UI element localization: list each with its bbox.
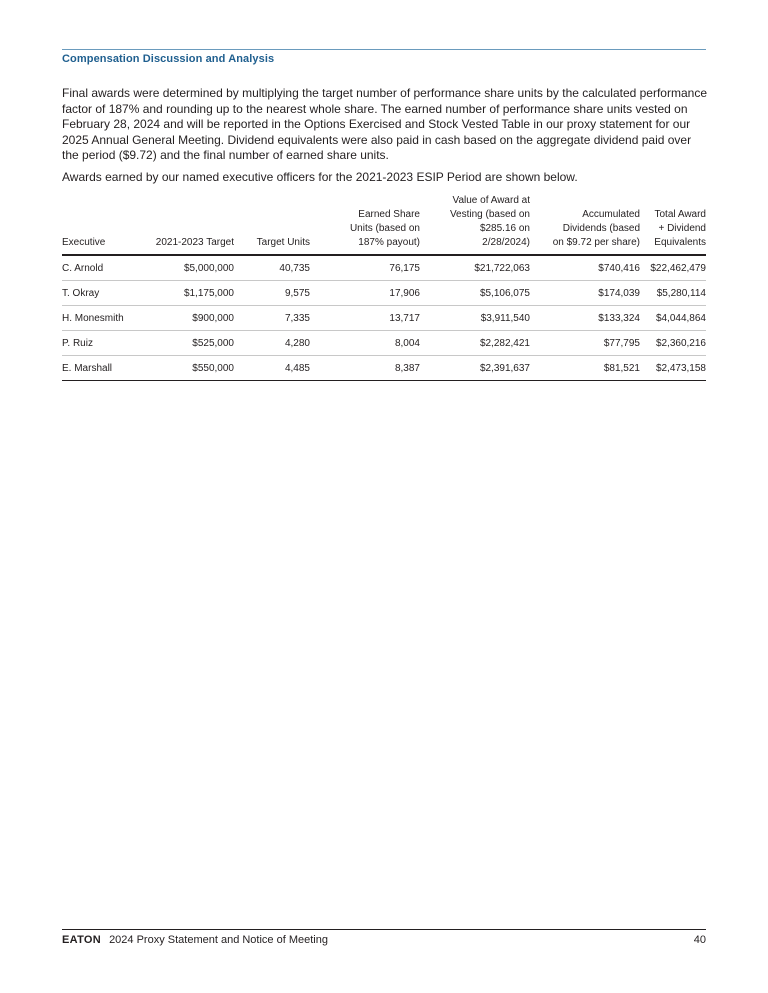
total-award: $2,473,158 bbox=[640, 356, 706, 381]
accumulated-dividends: $174,039 bbox=[530, 281, 640, 306]
table-row bbox=[62, 281, 706, 306]
document-title: 2024 Proxy Statement and Notice of Meeting bbox=[109, 934, 328, 946]
footer-divider bbox=[62, 929, 706, 930]
target-units: 7,335 bbox=[234, 306, 310, 331]
earned-units: 8,004 bbox=[310, 331, 420, 356]
executive-name: P. Ruiz bbox=[62, 331, 136, 356]
target-value: $900,000 bbox=[136, 306, 234, 331]
award-value: $5,106,075 bbox=[420, 281, 530, 306]
table-row bbox=[62, 306, 706, 331]
section-title: Compensation Discussion and Analysis bbox=[62, 53, 275, 65]
award-value: $21,722,063 bbox=[420, 255, 530, 281]
column-header-earned-units: Earned Share Units (based on 187% payout) bbox=[310, 194, 420, 255]
executive-name: E. Marshall bbox=[62, 356, 136, 381]
column-header-total-award: Total Award + Dividend Equivalents bbox=[640, 194, 706, 255]
target-units: 9,575 bbox=[234, 281, 310, 306]
brand-logo: EATON bbox=[62, 934, 101, 946]
table-intro-paragraph: Awards earned by our named executive officers for the 2021-2023 ESIP Period are shown below. bbox=[62, 170, 578, 184]
intro-paragraph: Final awards were determined by multiplying the target number of performance share units by the calculated performance factor of 187% and rounding up to the nearest whole share. The earned number of performance share units vested on February 28, 2024 and will be reported in the Options Exercised and Stock Vested Table in our proxy statement for our 2025 Annual General Meeting. Dividend equivalents were also paid in cash based on the aggregate dividend paid over the period ($9.72) and the final number of earned share units. bbox=[62, 86, 707, 162]
executive-name: C. Arnold bbox=[62, 255, 136, 281]
esip-awards-table bbox=[62, 194, 706, 381]
column-header-target-units: Target Units bbox=[234, 194, 310, 255]
total-award: $5,280,114 bbox=[640, 281, 706, 306]
accumulated-dividends: $77,795 bbox=[530, 331, 640, 356]
executive-name: T. Okray bbox=[62, 281, 136, 306]
award-value: $2,391,637 bbox=[420, 356, 530, 381]
page-number: 40 bbox=[693, 934, 706, 946]
column-header-executive: Executive bbox=[62, 194, 136, 255]
target-value: $525,000 bbox=[136, 331, 234, 356]
column-header-target: 2021-2023 Target bbox=[136, 194, 234, 255]
target-value: $1,175,000 bbox=[136, 281, 234, 306]
total-award: $4,044,864 bbox=[640, 306, 706, 331]
target-units: 4,280 bbox=[234, 331, 310, 356]
total-award: $2,360,216 bbox=[640, 331, 706, 356]
header-divider bbox=[62, 49, 706, 50]
column-header-award-value: Value of Award at Vesting (based on $285.16 on 2/28/2024) bbox=[420, 194, 530, 255]
accumulated-dividends: $81,521 bbox=[530, 356, 640, 381]
table-row bbox=[62, 255, 706, 281]
earned-units: 13,717 bbox=[310, 306, 420, 331]
footer-left bbox=[62, 934, 328, 946]
target-value: $5,000,000 bbox=[136, 255, 234, 281]
earned-units: 76,175 bbox=[310, 255, 420, 281]
table-row bbox=[62, 356, 706, 381]
award-value: $3,911,540 bbox=[420, 306, 530, 331]
earned-units: 17,906 bbox=[310, 281, 420, 306]
accumulated-dividends: $740,416 bbox=[530, 255, 640, 281]
total-award: $22,462,479 bbox=[640, 255, 706, 281]
page-footer bbox=[62, 934, 706, 946]
target-value: $550,000 bbox=[136, 356, 234, 381]
award-value: $2,282,421 bbox=[420, 331, 530, 356]
target-units: 40,735 bbox=[234, 255, 310, 281]
target-units: 4,485 bbox=[234, 356, 310, 381]
table-row bbox=[62, 331, 706, 356]
column-header-dividends: Accumulated Dividends (based on $9.72 per share) bbox=[530, 194, 640, 255]
executive-name: H. Monesmith bbox=[62, 306, 136, 331]
table-header-row bbox=[62, 194, 706, 255]
earned-units: 8,387 bbox=[310, 356, 420, 381]
accumulated-dividends: $133,324 bbox=[530, 306, 640, 331]
